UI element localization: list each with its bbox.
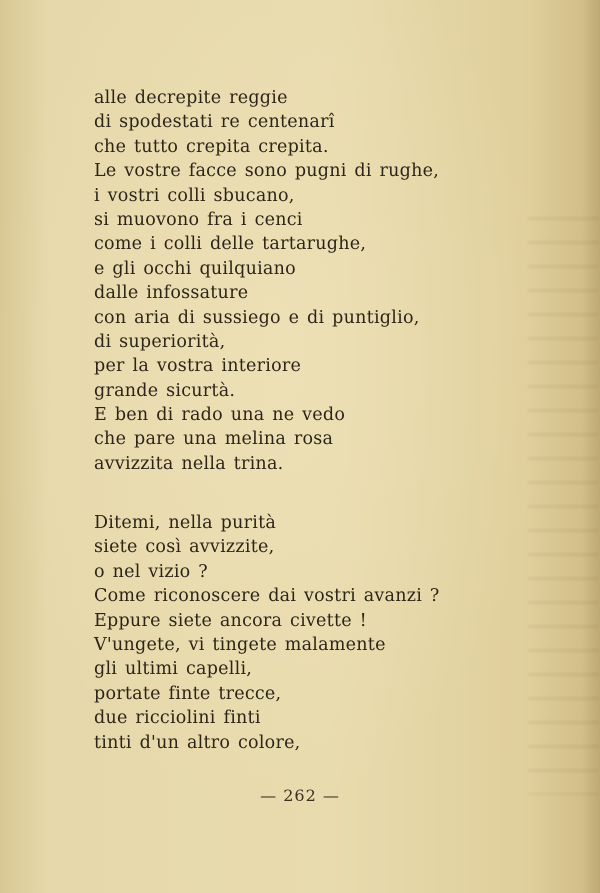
- verse-line: V'ungete, vi tingete malamente: [94, 634, 386, 655]
- verse-line: gli ultimi capelli,: [94, 659, 253, 680]
- stanza-2: [94, 511, 440, 755]
- verse-line: o nel vizio ?: [94, 561, 208, 582]
- verse-line: due ricciolini finti: [94, 708, 261, 729]
- verse-line: Eppure siete ancora civette !: [94, 610, 367, 631]
- verse-line: portate finte trecce,: [94, 683, 282, 704]
- verse-line: con aria di sussiego e di puntiglio,: [94, 307, 420, 328]
- verse-line: avvizzita nella trina.: [94, 453, 284, 474]
- verse-line: grande sicurtà.: [94, 380, 236, 401]
- verse-line: che tutto crepita crepita.: [94, 136, 329, 157]
- verse-line: per la vostra interiore: [94, 356, 302, 377]
- page-number: — 262 —: [260, 786, 340, 805]
- verse-line: E ben di rado una ne vedo: [94, 405, 346, 426]
- verse-line: come i colli delle tartarughe,: [94, 234, 367, 255]
- verse-line: Le vostre facce sono pugni di rughe,: [94, 161, 440, 182]
- verse-line: i vostri colli sbucano,: [94, 185, 295, 206]
- verse-line: e gli occhi quilquiano: [94, 258, 296, 279]
- verse-line: alle decrepite reggie: [94, 88, 288, 108]
- verse-line: di spodestati re centenarî: [94, 112, 335, 133]
- page-edge-shadow: [582, 0, 600, 893]
- verse-line: Ditemi, nella purità: [94, 513, 277, 533]
- verse-line: dalle infossature: [94, 283, 249, 304]
- verse-line: Come riconoscere dai vostri avanzi ?: [94, 586, 440, 607]
- stanza-1: [94, 86, 439, 476]
- verse-line: di superiorità,: [94, 331, 226, 352]
- verse-line: tinti d'un altro colore,: [94, 732, 301, 753]
- verse-line: si muovono fra i cenci: [94, 209, 303, 230]
- verse-line: siete così avvizzite,: [94, 537, 275, 558]
- verse-line: che pare una melina rosa: [94, 429, 334, 450]
